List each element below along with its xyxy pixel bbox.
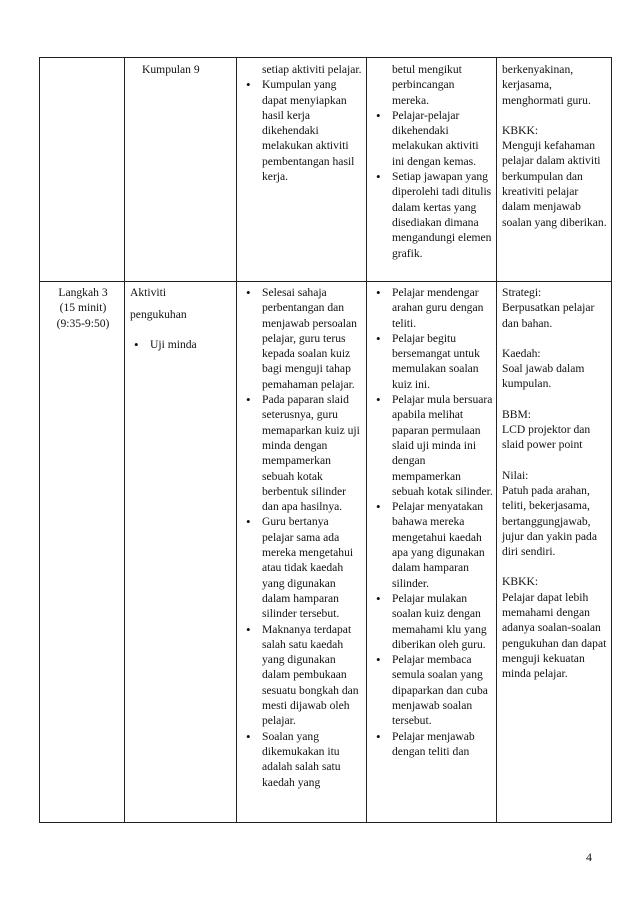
table-row (40, 282, 612, 823)
group-label: Kumpulan 9 (142, 63, 200, 76)
notes-text: Pelajar dapat lebih memahami dengan adanya soalan-soalan pengukuhan dan dapat menguji kekuatan minda pelajar. (502, 590, 607, 681)
notes-label: Kaedah: (502, 346, 541, 360)
notes-label: KBKK: (502, 575, 539, 589)
activity-cell (125, 282, 237, 823)
activity-list (130, 337, 233, 352)
list-item: • Selesai sahaja perbentangan dan menjawab persoalan pelajar, guru terus kepada soalan kuiz bagi menguji tahap pemahaman pelajar. (242, 285, 363, 392)
activity-subtitle: pengukuhan (130, 308, 187, 322)
notes-label: BBM: (502, 407, 531, 421)
list-item: • Soalan yang dikemukakan itu adalah salah satu kaedah yang (242, 729, 363, 790)
step-time: (9:35-9:50) (56, 316, 110, 330)
notes-text: Patuh pada arahan, teliti, bekerjasama, bertanggungjawab, jujur dan yakin pada diri sendiri. (502, 483, 597, 559)
list-item: • Pada paparan slaid seterusnya, guru memaparkan kuiz uji minda dengan mempamerkan sebuah kotak berbentuk silinder dan apa hasilnya. (242, 392, 363, 514)
student-activity-list (372, 285, 493, 759)
step-cell (40, 58, 125, 282)
student-activity-list (372, 62, 493, 261)
notes-block (502, 285, 608, 331)
teacher-activity-cell (237, 282, 367, 823)
notes-text: Menguji kefahaman pelajar dalam aktiviti berkumpulan dan kreativiti pelajar dalam menjawab soalan yang diberikan. (502, 139, 607, 229)
notes-block (502, 468, 608, 560)
list-item: • Guru bertanya pelajar sama ada mereka mengetahui atau tidak kaedah yang digunakan dalam hamparan silinder tersebut. (242, 514, 363, 621)
notes-text: LCD projektor dan slaid power point (502, 423, 591, 452)
list-item: • Maknanya terdapat salah satu kaedah yang digunakan dalam pembukaan sesuatu bongkah dan mesti dijawab oleh pelajar. (242, 622, 363, 729)
list-item: • Uji minda (130, 337, 233, 352)
list-item: • Pelajar membaca semula soalan yang dipaparkan dan cuba menjawab soalan tersebut. (372, 652, 493, 728)
notes-label: KBKK: (502, 123, 539, 137)
table-row (40, 58, 612, 282)
list-item: • Pelajar menjawab dengan teliti dan (372, 729, 493, 760)
list-item: • Kumpulan yang dapat menyiapkan hasil kerja dikehendaki melakukan aktiviti pembentangan hasil kerja. (242, 77, 363, 184)
list-item: • Setiap jawapan yang diperolehi tadi ditulis dalam kertas yang disediakan dimana mengandungi elemen grafik. (372, 169, 493, 261)
list-item: • Pelajar menyatakan bahawa mereka mengetahui kaedah apa yang digunakan dalam hamparan silinder. (372, 499, 493, 591)
student-activity-cell (367, 282, 497, 823)
teacher-activity-list (242, 285, 363, 790)
notes-label: Nilai: (502, 468, 529, 482)
lesson-plan-table (39, 57, 612, 823)
list-item: • Pelajar begitu bersemangat untuk memulakan soalan kuiz ini. (372, 331, 493, 392)
list-item: • Pelajar mula bersuara apabila melihat paparan permulaan slaid uji minda ini dengan mempamerkan sebuah kotak silinder. (372, 392, 493, 499)
student-activity-cell (367, 58, 497, 282)
notes-text: berkenyakinan, kerjasama, menghormati guru. (502, 63, 591, 107)
list-item: • Pelajar mendengar arahan guru dengan teliti. (372, 285, 493, 331)
teacher-activity-list (242, 62, 363, 184)
activity-title: Aktiviti (130, 286, 167, 299)
step-cell (40, 282, 125, 823)
notes-text: Soal jawab dalam kumpulan. (502, 362, 585, 391)
notes-text: Berpusatkan pelajar dan bahan. (502, 301, 595, 330)
list-item: • Pelajar-pelajar dikehendaki melakukan aktiviti ini dengan kemas. (372, 108, 493, 169)
notes-block (502, 574, 608, 681)
notes-block (502, 407, 608, 453)
notes-label: Strategi: (502, 286, 542, 299)
list-item: • Pelajar mulakan soalan kuiz dengan memahami klu yang diberikan oleh guru. (372, 591, 493, 652)
step-title: Langkah 3 (58, 286, 108, 299)
list-item: setiap aktiviti pelajar. (262, 63, 362, 76)
activity-cell (125, 58, 237, 282)
notes-cell (497, 282, 612, 823)
step-duration: (15 minit) (59, 301, 107, 315)
teacher-activity-cell (237, 58, 367, 282)
page-number: 4 (586, 850, 592, 864)
notes-cell (497, 58, 612, 282)
list-item: betul mengikut perbincangan mereka. (392, 63, 462, 107)
notes-block (502, 346, 608, 392)
